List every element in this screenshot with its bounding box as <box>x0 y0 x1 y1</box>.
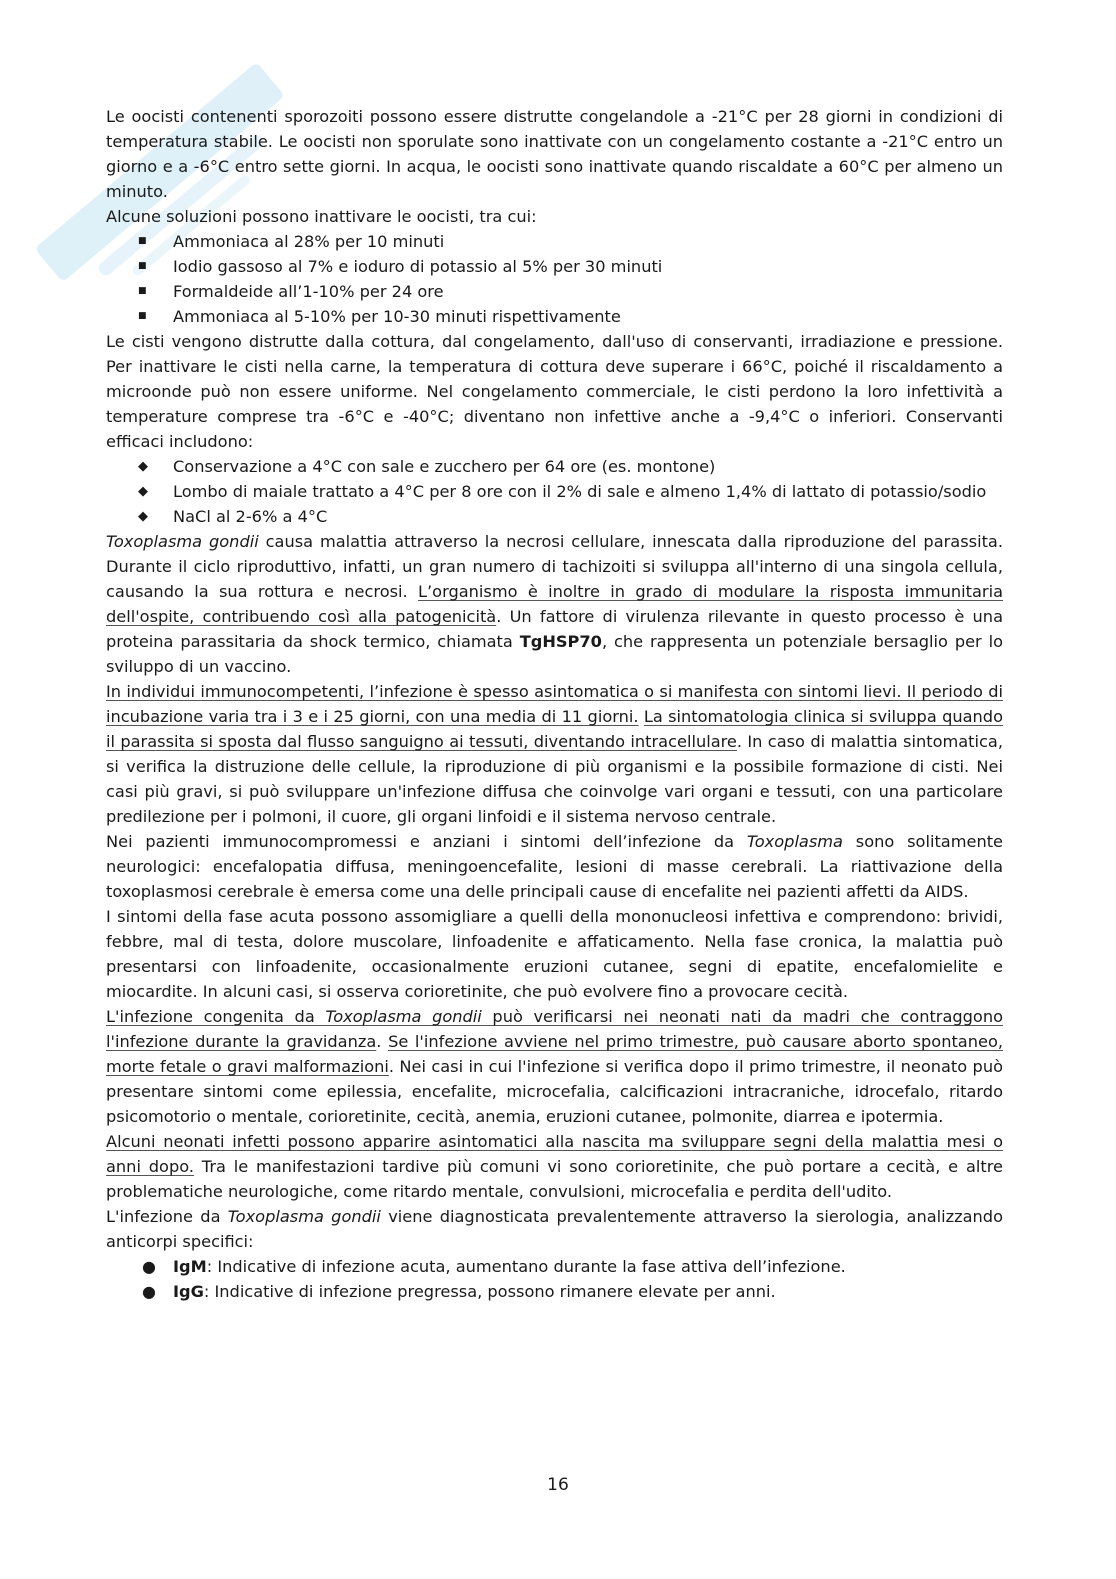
paragraph-congenital: L'infezione congenita da Toxoplasma gondii può verificarsi nei neonati nati da madri che contraggono l'infezione durante la gravidanza. Se l'infezione avviene nel primo trimestre, può causare aborto spontaneo, morte fetale o gravi malformazioni. Nei casi in cui l'infezione si verifica dopo il primo trimestre, il neonato può presentare sintomi come epilessia, encefalite, microcefalia, calcificazioni intracraniche, idrocefalo, ritardo psicomotorio o mentale, corioretinite, cecità, anemia, eruzioni cutanee, polmonite, diarrea e ipotermia. <box>106 1007 1003 1126</box>
square-bullet-icon: ■ <box>138 286 147 296</box>
diamond-bullet-icon: ◆ <box>138 509 148 524</box>
diamond-bullet-icon: ◆ <box>138 459 148 474</box>
list-item: ● IgM: Indicative di infezione acuta, aumentano durante la fase attiva dell’infezione. <box>106 1254 1003 1279</box>
paragraph-late-manifestations: Alcuni neonati infetti possono apparire asintomatici alla nascita ma sviluppare segni della malattia mesi o anni dopo. Tra le manifestazioni tardive più comuni vi sono corioretinite, che può portare a cecità, e altre problematiche neurologiche, come ritardo mentale, convulsioni, microcefalia e perdita dell'udito. <box>106 1132 1003 1201</box>
page-number: 16 <box>547 1475 569 1495</box>
paragraph-immunocompromised: Nei pazienti immunocompromessi e anziani i sintomi dell’infezione da Toxoplasma sono solitamente neurologici: encefalopatia diffusa, meningoencefalite, lesioni di masse cerebrali. La riattivazione della toxoplasmosi cerebrale è emersa come una delle principali cause di encefalite nei pazienti affetti da AIDS. <box>106 832 1004 901</box>
bullet-dot-icon: ● <box>142 1282 156 1301</box>
square-bullet-icon: ■ <box>138 311 147 321</box>
list-item: ◆ NaCl al 2-6% a 4°C <box>106 504 1003 529</box>
paragraph-cyst-destruction: Le cisti vengono distrutte dalla cottura, dal congelamento, dall'uso di conservanti, irradiazione e pressione. Per inattivare le cisti nella carne, la temperatura di cottura deve superare i 66°C, poiché il riscaldamento a microonde può non essere uniforme. Nel congelamento commerciale, le cisti perdono la loro infettività a temperature comprese tra -6°C e -40°C; diventano non infettive anche a -9,4°C o inferiori. Conservanti efficaci includono: <box>106 332 1003 451</box>
list-item: ■ Iodio gassoso al 7% e ioduro di potassio al 5% per 30 minuti <box>106 254 1003 279</box>
paragraph-immunocompetent: In individui immunocompetenti, l’infezione è spesso asintomatica o si manifesta con sintomi lievi. Il periodo di incubazione varia tra i 3 e i 25 giorni, con una media di 11 giorni. La sintomatologia clinica si sviluppa quando il parassita si sposta dal flusso sanguigno ai tessuti, diventando intracellulare. In caso di malattia sintomatica, si verifica la distruzione delle cellule, la riproduzione di più organismi e la possibile formazione di cisti. Nei casi più gravi, si può sviluppare un'infezione diffusa che coinvolge vari organi e tessuti, con una particolare predilezione per i polmoni, il cuore, gli organi linfoidi e il sistema nervoso centrale. <box>106 682 1003 826</box>
list-item: ◆ Conservazione a 4°C con sale e zucchero per 64 ore (es. montone) <box>106 454 1003 479</box>
list-item: ■ Ammoniaca al 28% per 10 minuti <box>106 229 1003 254</box>
antibodies-list <box>106 1254 1003 1304</box>
preservatives-list <box>106 454 1003 529</box>
paragraph-solutions-intro: Alcune soluzioni possono inattivare le oocisti, tra cui: <box>106 207 537 226</box>
paragraph-symptoms: I sintomi della fase acuta possono assomigliare a quelli della mononucleosi infettiva e comprendono: brividi, febbre, mal di testa, dolore muscolare, linfoadenite e affaticamento. Nella fase cronica, la malattia può presentarsi con linfoadenite, occasionalmente eruzioni cutanee, segni di epatite, encefalomielite e miocardite. In alcuni casi, si osserva corioretinite, che può evolvere fino a provocare cecità. <box>106 907 1003 1001</box>
document-body <box>106 104 1003 1304</box>
list-item: ● IgG: Indicative di infezione pregressa, possono rimanere elevate per anni. <box>106 1279 1003 1304</box>
list-item: ◆ Lombo di maiale trattato a 4°C per 8 ore con il 2% di sale e almeno 1,4% di lattato di potassio/sodio <box>106 479 1003 504</box>
square-bullet-icon: ■ <box>138 261 147 271</box>
oocyst-solutions-list <box>106 229 1003 329</box>
square-bullet-icon: ■ <box>138 236 147 246</box>
list-item: ■ Formaldeide all’1-10% per 24 ore <box>106 279 1003 304</box>
paragraph-pathogenesis: Toxoplasma gondii causa malattia attraverso la necrosi cellulare, innescata dalla riproduzione del parassita. Durante il ciclo riproduttivo, infatti, un gran numero di tachizoiti si sviluppa all'interno di una singola cellula, causando la sua rottura e necrosi. L’organismo è inoltre in grado di modulare la risposta immunitaria dell'ospite, contribuendo così alla patogenicità. Un fattore di virulenza rilevante in questo processo è una proteina parassitaria da shock termico, chiamata TgHSP70, che rappresenta un potenziale bersaglio per lo sviluppo di un vaccino. <box>106 532 1003 676</box>
paragraph-diagnosis: L'infezione da Toxoplasma gondii viene diagnosticata prevalentemente attraverso la sierologia, analizzando anticorpi specifici: <box>106 1207 1003 1251</box>
diamond-bullet-icon: ◆ <box>138 484 148 499</box>
list-item: ■ Ammoniaca al 5-10% per 10-30 minuti rispettivamente <box>106 304 1003 329</box>
paragraph-oocyst-freezing: Le oocisti contenenti sporozoiti possono essere distrutte congelandole a -21°C per 28 giorni in condizioni di temperatura stabile. Le oocisti non sporulate sono inattivate con un congelamento costante a -21°C entro un giorno e a -6°C entro sette giorni. In acqua, le oocisti sono inattivate quando riscaldate a 60°C per almeno un minuto. <box>106 107 1003 201</box>
bullet-dot-icon: ● <box>142 1257 156 1276</box>
